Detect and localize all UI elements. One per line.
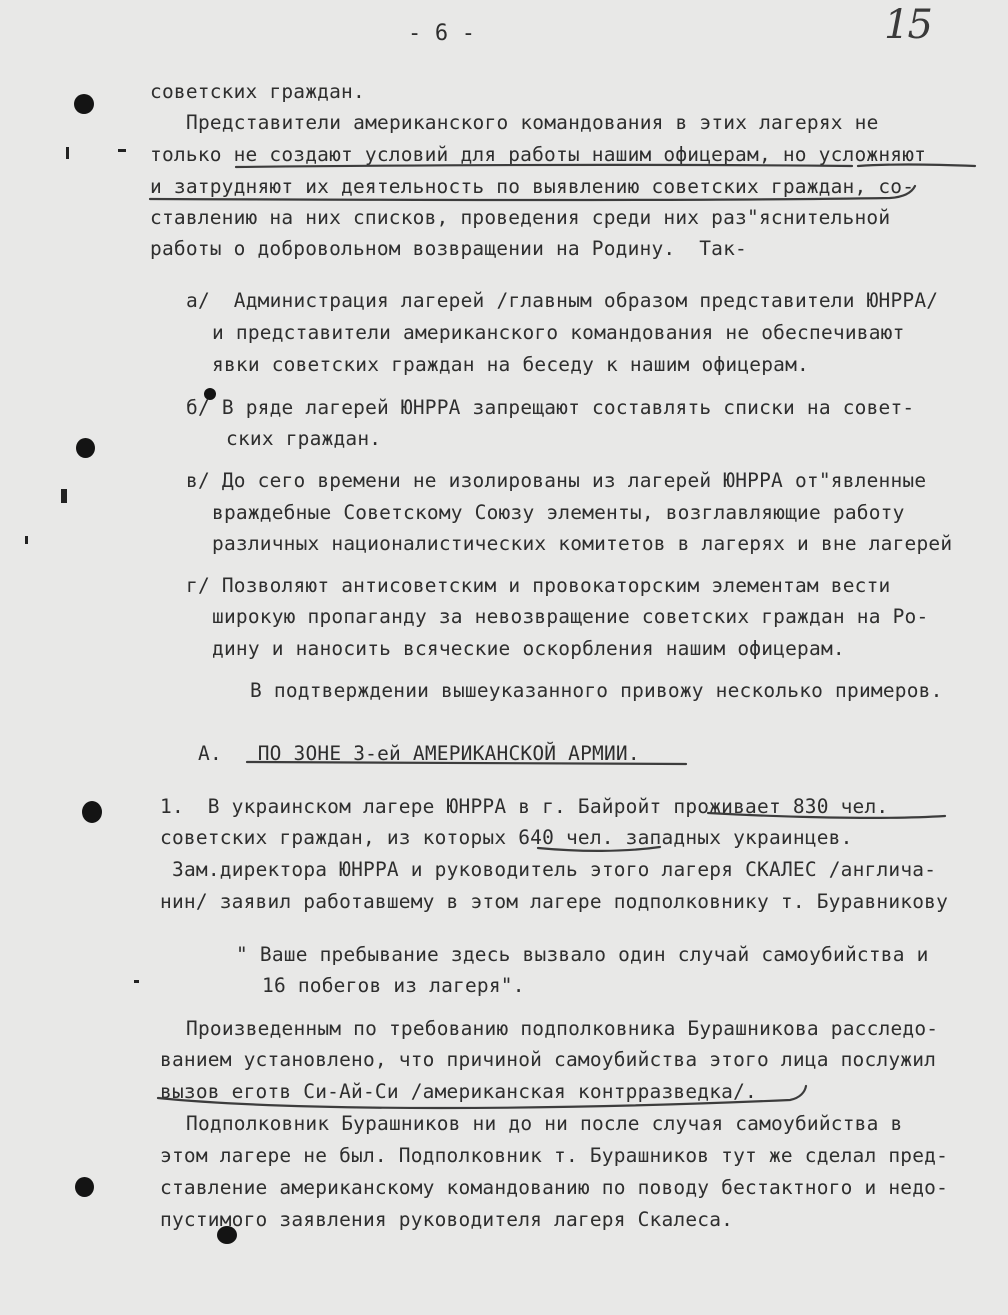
handwritten-folio: 15 [884, 2, 931, 48]
margin-mark [118, 149, 126, 152]
list-item-b: б/ В ряде лагерей ЮНРРА запрещают составлять списки на совет- [186, 396, 915, 419]
text-line: работы о добровольном возвращении на Родину. Так- [150, 237, 747, 260]
margin-mark [66, 147, 69, 159]
list-item-g: г/ Позволяют антисоветским и провокаторским элементам вести [186, 574, 891, 597]
text-line: различных националистических комитетов в лагерях и вне лагерей [212, 532, 953, 555]
list-item-a: а/ Администрация лагерей /главным образом представители ЮНРРА/ [186, 289, 939, 312]
text-line: ских граждан. [226, 427, 382, 450]
text-line: нин/ заявил работавшему в этом лагере подполковнику т. Буравникову [160, 890, 949, 913]
text-line: дину и наносить всяческие оскорбления нашим офицерам. [212, 637, 845, 660]
text-line: Произведенным по требованию подполковника Бурашникова расследо- [186, 1017, 939, 1040]
page-number: - 6 - [408, 21, 476, 46]
text-line: Подполковник Бурашников ни до ни после случая самоубийства в [186, 1112, 903, 1135]
binder-hole [74, 94, 94, 114]
text-line: враждебные Советскому Союзу элементы, возглавляющие работу [212, 501, 905, 524]
margin-mark [25, 536, 28, 544]
text-line: ванием установлено, что причиной самоубийства этого лица послужил [160, 1048, 937, 1071]
binder-hole [76, 438, 95, 458]
binder-hole [82, 801, 102, 823]
quote-line: " Ваше пребывание здесь вызвало один случай самоубийства и [236, 943, 929, 966]
text-line: только не создают условий для работы нашим офицерам, но усложняют [150, 143, 927, 166]
margin-mark [61, 489, 67, 503]
text-line: В подтверждении вышеуказанного привожу несколько примеров. [250, 679, 943, 702]
quote-line: 16 побегов из лагеря". [262, 974, 525, 997]
margin-mark [134, 980, 139, 983]
section-heading: А. ПО ЗОНЕ 3-ей АМЕРИКАНСКОЙ АРМИИ. [198, 742, 640, 765]
text-line: Зам.директора ЮНРРА и руководитель этого лагеря СКАЛЕС /англича- [172, 858, 937, 881]
text-line: и представители американского командования не обеспечивают [212, 321, 905, 344]
text-line: вызов еготв Си-Ай-Си /американская контрразведка/. [160, 1080, 757, 1103]
text-line: ставление американскому командованию по поводу бестактного и недо- [160, 1176, 949, 1199]
text-line: этом лагере не был. Подполковник т. Бурашников тут же сделал пред- [160, 1144, 949, 1167]
text-line: ставлению на них списков, проведения среди них раз"яснительной [150, 206, 891, 229]
binder-hole [75, 1177, 94, 1197]
text-line: широкую пропаганду за невозвращение советских граждан на Ро- [212, 605, 929, 628]
text-line: Представители американского командования в этих лагерях не [186, 111, 879, 134]
text-line: и затрудняют их деятельность по выявлению советских граждан, со- [150, 175, 915, 198]
text-line: советских граждан, из которых 640 чел. западных украинцев. [160, 826, 853, 849]
text-line: советских граждан. [150, 80, 365, 103]
list-item-v: в/ До сего времени не изолированы из лагерей ЮНРРА от"явленные [186, 469, 927, 492]
text-line: явки советских граждан на беседу к нашим офицерам. [212, 353, 809, 376]
text-line: 1. В украинском лагере ЮНРРА в г. Байройт проживает 830 чел. [160, 795, 889, 818]
text-line: пустимого заявления руководителя лагеря Скалеса. [160, 1208, 734, 1231]
